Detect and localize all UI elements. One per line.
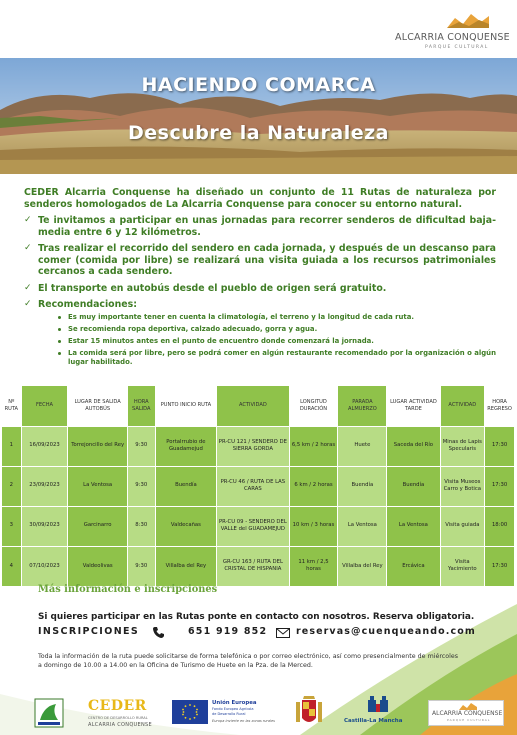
table-cell: 17:30: [485, 426, 515, 466]
table-header-cell: Nº RUTA: [2, 386, 21, 426]
table-cell: Villalba del Rey: [338, 546, 387, 586]
table-cell: La Ventosa: [387, 506, 440, 546]
clm-logo-text: Castilla-La Mancha: [344, 718, 403, 724]
eu-fund: [212, 707, 254, 716]
table-cell: Saceda del Río: [387, 426, 440, 466]
spain-coat-of-arms-icon: [294, 694, 324, 728]
eu-logo: [172, 694, 275, 728]
table-cell: Visita Museos Carro y Botica: [440, 466, 485, 506]
phone-icon: [152, 626, 165, 639]
recommendation-item: [58, 313, 496, 322]
table-header-cell: LONGITUD DURACIÓN: [289, 386, 338, 426]
ceder-logo-sub: CENTRO DE DESARROLLO RURAL: [88, 716, 148, 720]
recommendation-text: La comida será por libre, pero se podrá comer en algún restaurante recomendado por la organización o algún lugar habilitado.: [68, 348, 496, 366]
table-cell: La Ventosa: [338, 506, 387, 546]
table-cell: 07/10/2023: [21, 546, 68, 586]
table-row: [2, 506, 515, 546]
table-cell: Garcinarro: [68, 506, 128, 546]
eu-fund-line-2: de Desarrollo Rural: [212, 711, 246, 716]
table-header-cell: ACTIVIDAD: [440, 386, 485, 426]
recommendations-list: [58, 313, 496, 367]
alc-footer-name: ALCARRIA CONQUENSE: [432, 710, 503, 717]
recommendation-text: Se recomienda ropa deportiva, calzado adecuado, gorra y agua.: [68, 324, 318, 333]
table-cell: PR-CU 121 / SENDERO DE SIERRA GORDA: [217, 426, 289, 466]
alcarria-logo: [395, 8, 510, 54]
table-cell: 8:30: [127, 506, 155, 546]
table-cell: 11 km / 2,5 horas: [289, 546, 338, 586]
table-cell: 17:30: [485, 466, 515, 506]
table-cell: Valdeolivas: [68, 546, 128, 586]
eu-flag-icon: [172, 700, 208, 724]
table-cell: Ercávica: [387, 546, 440, 586]
logo-name: ALCARRIA CONQUENSE: [395, 32, 510, 43]
bullet-dot-icon: [58, 352, 61, 355]
table-cell: La Ventosa: [68, 466, 128, 506]
recommendation-item: [58, 349, 496, 367]
table-cell: 16/09/2023: [21, 426, 68, 466]
table-header-cell: LUGAR DE SALIDA AUTOBÚS: [68, 386, 128, 426]
ceder-logo: [88, 694, 156, 728]
hero-subtitle: Descubre la Naturaleza: [128, 122, 389, 144]
check-icon: ✓: [24, 282, 32, 293]
eu-motto: Europa invierte en las zonas rurales: [212, 719, 275, 723]
bullet-dot-icon: [58, 316, 61, 319]
castle-icon: [366, 694, 390, 716]
table-cell: 6,5 km / 2 horas: [289, 426, 338, 466]
bullet-item: [24, 299, 496, 311]
table-cell: 17:30: [485, 546, 515, 586]
bullet-dot-icon: [58, 340, 61, 343]
check-icon: ✓: [24, 299, 32, 309]
table-cell: 30/09/2023: [21, 506, 68, 546]
table-header-cell: PARADA ALMUERZO: [338, 386, 387, 426]
table-header-cell: PUNTO INICIO RUTA: [155, 386, 217, 426]
table-cell: Torrejoncillo del Rey: [68, 426, 128, 466]
table-cell: 3: [2, 506, 21, 546]
table-header-row: [2, 386, 515, 426]
table-cell: Visita guiada: [440, 506, 485, 546]
mail-icon: [276, 628, 290, 638]
info-note: Toda la información de la ruta puede solicitarse de forma telefónica o por correo electrónico, así como presencialmente de miércoles a domingo de 10.00 a 14.00 en la Oficina de Turismo de Huete en la Pza. de la Merced.: [38, 653, 458, 669]
sponsor-logos: [0, 694, 517, 732]
table-cell: Valdecañas: [155, 506, 217, 546]
recommendation-text: Es muy importante tener en cuenta la climatología, el terreno y la longitud de cada ruta.: [68, 312, 414, 321]
table-cell: 1: [2, 426, 21, 466]
intro-text: CEDER Alcarria Conquense ha diseñado un conjunto de 11 Rutas de naturaleza por senderos homologados de La Alcarria Conquense para conocer su entorno natural.: [24, 187, 496, 210]
alc-footer-sub: PARQUE CULTURAL: [447, 718, 491, 722]
ceder-logo-sub2: ALCARRIA CONQUENSE: [88, 722, 152, 728]
check-icon: ✓: [24, 215, 32, 225]
check-icon: ✓: [24, 243, 32, 253]
phone-number[interactable]: 651 919 852: [188, 626, 268, 637]
table-cell: Buendía: [338, 466, 387, 506]
table-cell: Buendía: [387, 466, 440, 506]
table-cell: 9:30: [127, 426, 155, 466]
table-header-cell: ACTIVIDAD: [217, 386, 289, 426]
landscape-logo-icon: [445, 12, 491, 30]
table-header-cell: HORA REGRESO: [485, 386, 515, 426]
landscape-logo-icon: [459, 702, 477, 710]
ceder-logo-text: CEDER: [88, 698, 147, 714]
bullet-text: El transporte en autobús desde el pueblo de origen será gratuito.: [38, 282, 387, 294]
bullet-text: Recomendaciones:: [38, 299, 137, 310]
contact-row: [38, 626, 498, 640]
table-cell: 10 km / 3 horas: [289, 506, 338, 546]
table-cell: 6 km / 2 horas: [289, 466, 338, 506]
bullet-dot-icon: [58, 328, 61, 331]
bullet-item: [24, 215, 496, 238]
table-cell: GR-CU 163 / RUTA DEL CRISTAL DE HISPANIA: [217, 546, 289, 586]
bullet-text: Tras realizar el recorrido del sendero en cada jornada, y después de un descanso para comer (comida por libre) se realizará una visita guiada a los recursos patrimoniales cercanos a cada sendero.: [38, 243, 496, 277]
eu-title: Unión Europea: [212, 700, 257, 706]
more-info-heading: Más información e inscripciones: [38, 584, 218, 595]
logo-sub: PARQUE CULTURAL: [425, 45, 489, 50]
email-address[interactable]: reservas@cuenqueando.com: [296, 626, 476, 637]
table-cell: Villalba del Rey: [155, 546, 217, 586]
table-cell: 9:30: [127, 546, 155, 586]
clm-logo: [344, 694, 416, 728]
alcarria-footer-logo: [428, 700, 504, 726]
table-cell: Minas de Lapis Specularis: [440, 426, 485, 466]
bullet-item: [24, 283, 496, 295]
routes-table: [2, 386, 515, 586]
table-cell: 23/09/2023: [21, 466, 68, 506]
hero-title: HACIENDO COMARCA: [141, 74, 376, 96]
eu-fund-line-1: Fondo Europeo Agrícola: [212, 707, 254, 711]
table-cell: 9:30: [127, 466, 155, 506]
table-row: [2, 466, 515, 506]
table-cell: PR-CU 09 - SENDERO DEL VALLE del GUADAMEJUD: [217, 506, 289, 546]
bullet-text: Te invitamos a participar en unas jornadas para recorrer senderos de dificultad baja-media entre 6 y 12 kilómetros.: [38, 215, 496, 238]
inscripciones-label: INSCRIPCIONES: [38, 626, 140, 637]
recommendation-item: [58, 325, 496, 334]
table-cell: 18:00: [485, 506, 515, 546]
header: [0, 0, 517, 58]
table-row: [2, 426, 515, 466]
table-cell: PR-CU 46 / RUTA DE LAS CARAS: [217, 466, 289, 506]
table-cell: Visita Yacimiento: [440, 546, 485, 586]
recommendation-item: [58, 337, 496, 346]
bullet-item: [24, 243, 496, 278]
recommendation-text: Estar 15 minutos antes en el punto de encuentro donde comenzará la jornada.: [68, 336, 374, 345]
table-cell: Buendía: [155, 466, 217, 506]
table-cell: Portalrrubio de Guadamejud: [155, 426, 217, 466]
contact-line: Si quieres participar en las Rutas ponte en contacto con nosotros. Reserva obligatoria.: [38, 612, 475, 622]
table-header-cell: HORA SALIDA: [127, 386, 155, 426]
hero-image: [0, 58, 517, 174]
bullet-list: [24, 215, 496, 370]
table-header-cell: LUGAR ACTIVIDAD TARDE: [387, 386, 440, 426]
table-cell: 4: [2, 546, 21, 586]
table-header-cell: FECHA: [21, 386, 68, 426]
leader-logo-icon: [34, 698, 64, 728]
table-cell: 2: [2, 466, 21, 506]
table-cell: Huete: [338, 426, 387, 466]
